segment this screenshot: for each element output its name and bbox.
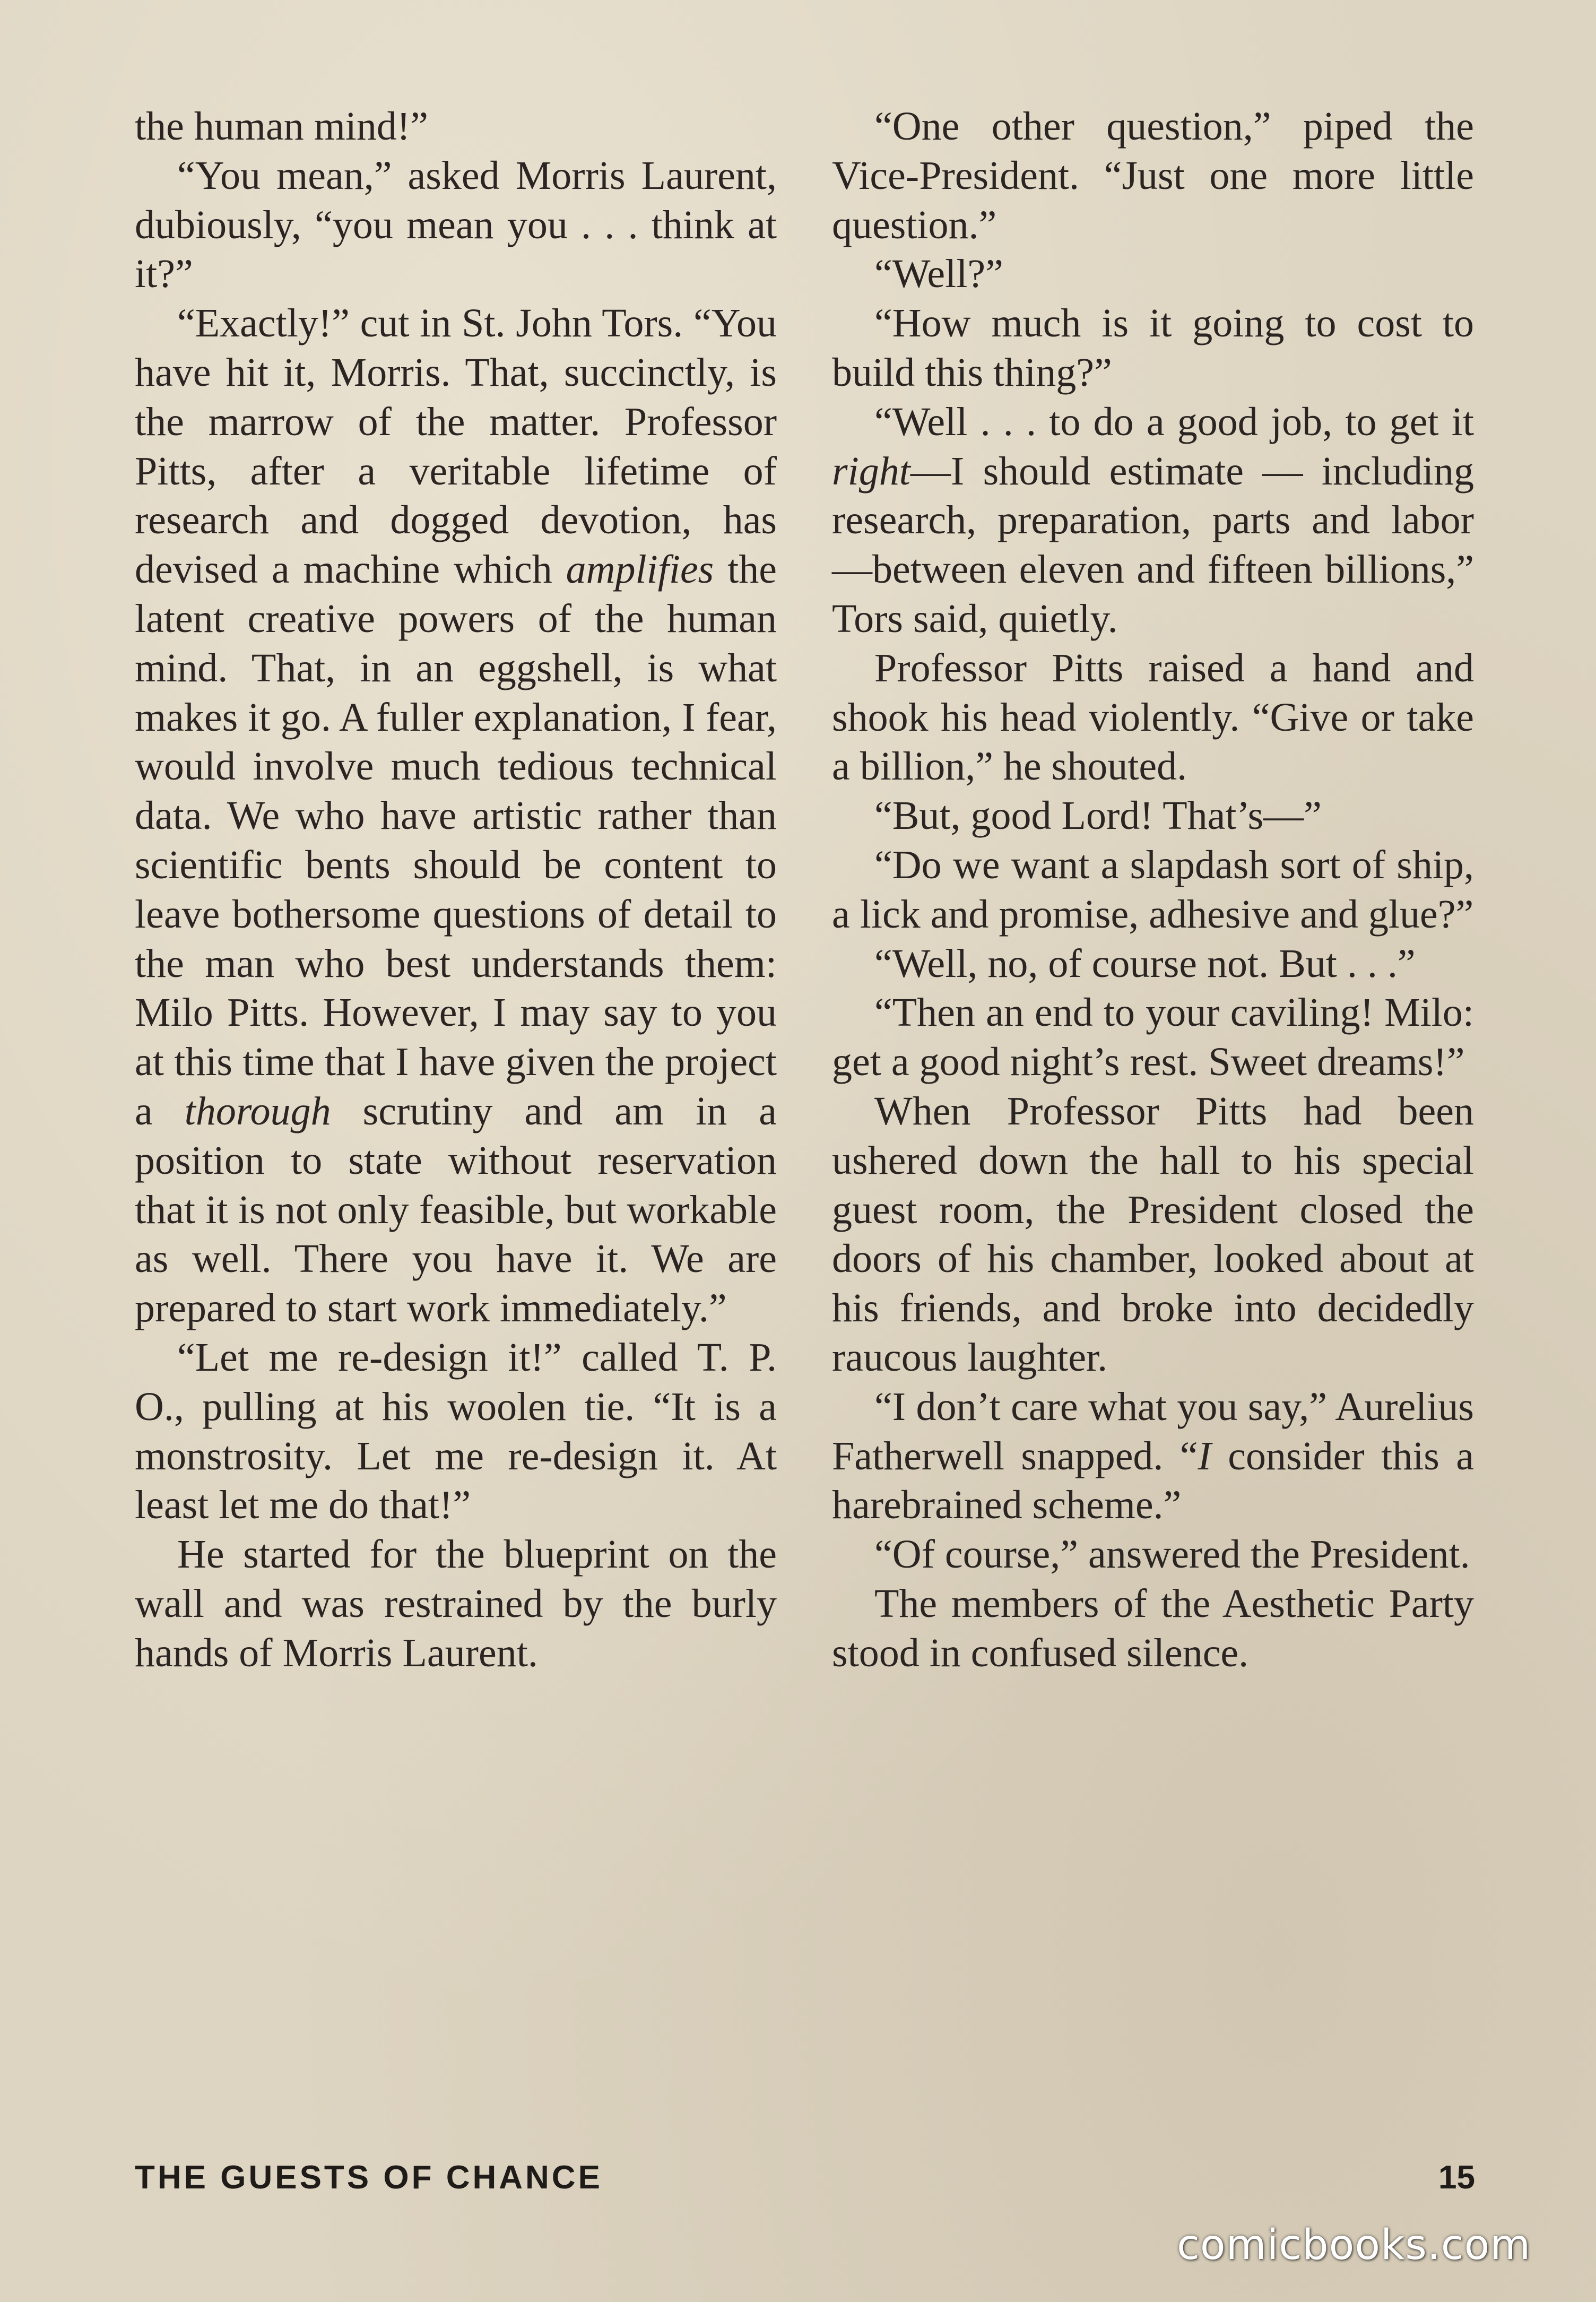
page-number: 15 [1438, 2159, 1475, 2196]
paragraph: “Then an end to your caviling! Milo: get a good night’s rest. Sweet dreams!” [832, 990, 1474, 1085]
paragraph: “Of course,” answered the President. [874, 1532, 1470, 1577]
paragraph: “You mean,” asked Morris Laurent, dubiously, “you mean you . . . think at it?” [135, 153, 777, 297]
emphasis-text: amplifies [566, 547, 714, 592]
paragraph: The members of the Aesthetic Party stood in confused silence. [832, 1581, 1474, 1675]
text-run: scrutiny and am in a position to state without reservation that it is not only feasible, but workable as well. There you have it. We are prepared to start work immediately.” [135, 1088, 777, 1331]
right-text-column [832, 102, 1474, 1678]
paragraph: “How much is it going to cost to build this thing?” [832, 301, 1474, 395]
paragraph: “Well, no, of course not. But . . .” [874, 941, 1416, 986]
text-run: “Well . . . to do a good job, to get it [874, 399, 1474, 444]
text-run: —I should estimate — including research, preparation, parts and labor —between eleven and fifteen billions,” Tors said, quietly. [832, 448, 1474, 641]
paragraph: When Professor Pitts had been ushered down the hall to his special guest room, the President closed the doors of his chamber, looked about at his friends, and broke into decidedly raucous laughter. [832, 1088, 1474, 1380]
paragraph: “Let me re-design it!” called T. P. O., pulling at his woolen tie. “It is a monstrosity. Let me re-design it. At least let me do that!” [135, 1335, 777, 1528]
paragraph: Professor Pitts raised a hand and shook his head violently. “Give or take a billion,” he shouted. [832, 645, 1474, 789]
emphasis-text: I [1198, 1433, 1211, 1478]
text-run: “I don’t care what you say,” Aurelius Fatherwell snapped. “ [832, 1384, 1474, 1478]
paragraph [832, 397, 1474, 644]
text-run: consider this a harebrained scheme.” [832, 1433, 1474, 1528]
paragraph [135, 299, 777, 1333]
paragraph [832, 1382, 1474, 1530]
site-watermark: comicbooks.com [1177, 2221, 1531, 2269]
paragraph: “Well?” [874, 252, 1003, 297]
paragraph: He started for the blueprint on the wall and was restrained by the burly hands of Morris Laurent. [135, 1532, 777, 1675]
paragraph: “One other question,” piped the Vice-President. “Just one more little question.” [832, 104, 1474, 247]
emphasis-text: right [832, 448, 910, 494]
text-run: “Exactly!” cut in St. John Tors. “You have hit it, Morris. That, succinctly, is the marrow of the matter. Professor Pitts, after a veritable lifetime of research and dogged devotion, has devised a machine which [135, 301, 777, 592]
text-run: the latent creative powers of the human mind. That, in an eggshell, is what makes it go. A fuller explanation, I fear, would involve much tedious technical data. We who have artistic rather than scientific bents should be content to leave bothersome questions of detail to the man who best understands them: Milo Pitts. However, I may say to you at this time that I have given the project a [135, 547, 777, 1133]
paragraph: “Do we want a slapdash sort of ship, a lick and promise, adhesive and glue?” [832, 842, 1474, 937]
paragraph: the human mind!” [135, 104, 428, 149]
emphasis-text: thorough [184, 1088, 331, 1133]
paragraph: “But, good Lord! That’s—” [874, 793, 1322, 838]
running-footer-title: THE GUESTS OF CHANCE [135, 2159, 603, 2196]
left-text-column [135, 102, 777, 1678]
